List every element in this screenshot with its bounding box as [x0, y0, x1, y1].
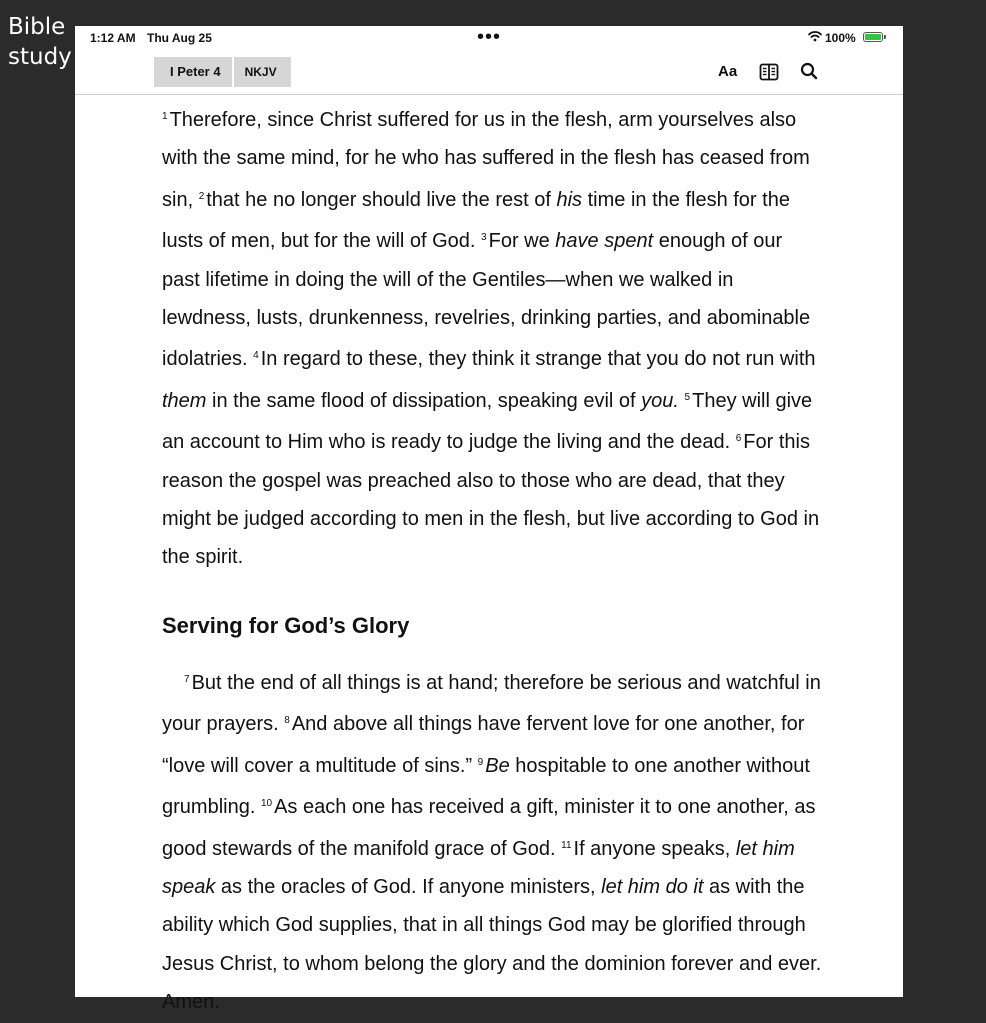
verse-text-11c: as with the ability which God supplies, that in all things God may be glorified through Jesus Christ, to whom belong the glory and the dominion forever and ever. Amen.	[162, 875, 822, 1014]
verse-text-10: As each one has received a gift, minister it to one another, as good stewards of the manifold grace of God.	[162, 796, 816, 860]
book-chapter-button[interactable]: I Peter 4	[154, 57, 234, 87]
verse-number-9[interactable]: 9	[477, 756, 484, 768]
verse-text-9-italic: Be	[485, 754, 510, 777]
battery-fill	[865, 34, 881, 40]
text-settings-button[interactable]: Aa	[718, 63, 738, 80]
verse-text-11-italic: let him speak	[162, 837, 795, 898]
verse-text-6: For this reason the gospel was preached also to those who are dead, that they might be judged according to men in the flesh, but live according to God in the spirit.	[162, 431, 820, 569]
caption-line-1: Bible	[8, 14, 66, 40]
verse-text-3a: For we	[488, 230, 556, 253]
image-caption	[8, 12, 72, 72]
verse-text-4-italic-2: you.	[641, 389, 679, 412]
verse-text-2-italic: his	[556, 188, 583, 211]
verse-number-4[interactable]: 4	[253, 350, 259, 362]
verse-text-9: hospitable to one another without grumbling.	[162, 754, 810, 819]
verse-text-5: They will give an account to Him who is ready to judge the living and the dead.	[162, 389, 813, 454]
verse-number-1[interactable]: 1	[162, 111, 168, 122]
verse-text-3-italic: have spent	[555, 230, 654, 253]
status-bar	[75, 26, 903, 50]
parallel-book-icon[interactable]	[758, 62, 780, 82]
battery-icon	[863, 32, 883, 42]
verse-text-4-italic: them	[162, 389, 207, 412]
caption-line-2: study	[8, 44, 72, 70]
verse-number-2[interactable]: 2	[198, 190, 205, 202]
verse-number-7[interactable]: 7	[184, 673, 190, 685]
passage-selector	[154, 57, 291, 87]
status-date: Thu Aug 25	[147, 31, 212, 45]
search-icon[interactable]	[799, 62, 819, 82]
verse-text-8: And above all things have fervent love for one another, for “love will cover a multitude of sins.”	[162, 713, 805, 777]
verse-text-3b: enough of our past lifetime in doing the will of the Gentiles—when we walked in lewdness, lusts, drunkenness, revelries, drinking parties, and abominable idolatries.	[162, 230, 811, 371]
status-time: 1:12 AM	[90, 31, 136, 45]
verse-text-11a: If anyone speaks,	[573, 837, 736, 860]
verse-text-11b: as the oracles of God. If anyone ministers,	[215, 875, 602, 898]
verse-text-2b: time in the flesh for the lusts of men, but for the will of God.	[162, 188, 790, 253]
wifi-icon	[808, 30, 822, 45]
verse-text-4a: In regard to these, they think it strange that you do not run with	[260, 348, 816, 371]
verse-text-11-italic-2: let him do it	[601, 875, 704, 898]
verse-text-1: Therefore, since Christ suffered for us in the flesh, arm yourselves also with the same mind, for he who has suffered in the flesh has ceased from sin,	[162, 109, 810, 211]
scripture-paragraph-2	[162, 661, 822, 1022]
verse-text-2a: that he no longer should live the rest of	[206, 188, 557, 211]
version-button[interactable]: NKJV	[234, 57, 291, 87]
multitasking-dots-icon[interactable]: •••	[477, 26, 502, 48]
verse-number-3[interactable]: 3	[481, 232, 487, 244]
verse-text-7: But the end of all things is at hand; therefore be serious and watchful in your prayers.	[162, 671, 821, 736]
verse-number-8[interactable]: 8	[284, 715, 290, 727]
verse-number-6[interactable]: 6	[735, 433, 742, 445]
section-heading: Serving for God’s Glory	[162, 612, 410, 638]
ipad-screen	[75, 26, 903, 1014]
verse-number-5[interactable]: 5	[684, 391, 691, 403]
scripture-text	[162, 98, 822, 1022]
reader-toolbar	[75, 54, 903, 95]
battery-percentage: 100%	[825, 31, 856, 45]
scripture-paragraph-1	[162, 98, 822, 577]
verse-text-4b: in the same flood of dissipation, speaking evil of	[206, 389, 642, 412]
verse-number-11[interactable]: 11	[561, 839, 572, 851]
verse-number-10[interactable]: 10	[260, 798, 273, 810]
